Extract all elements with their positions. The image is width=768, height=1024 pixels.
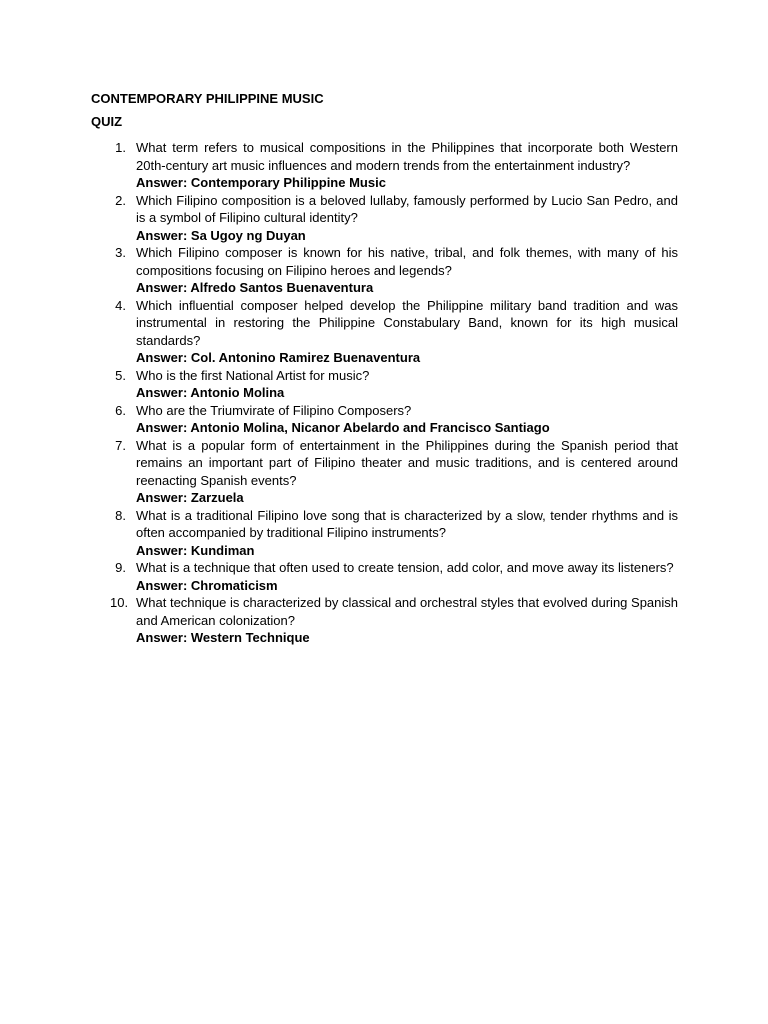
answer-text: Answer: Chromaticism [136,577,278,593]
question-number: 4. [115,297,126,313]
quiz-item-5 [0,367,768,402]
question-text: What term refers to musical compositions in the Philippines that incorporate both Western 20th-century art music influences and modern trends from the entertainment industry? [136,140,678,173]
question-number: 6. [115,402,126,418]
quiz-item-10 [0,594,768,647]
quiz-item-8 [0,507,768,560]
question-number: 7. [115,437,126,453]
question-number: 1. [115,140,126,155]
question-text: What is a technique that often used to create tension, add color, and move away its listeners? [136,560,674,575]
question-text: Who are the Triumvirate of Filipino Composers? [136,402,412,418]
quiz-item-2 [0,192,768,245]
question-number: 8. [115,507,126,523]
answer-text: Answer: Kundiman [136,542,255,558]
answer-text: Answer: Alfredo Santos Buenaventura [136,280,374,295]
quiz-item-9 [0,559,768,594]
question-text: What is a popular form of entertainment in the Philippines during the Spanish period that remains an important part of Filipino theater and music traditions, and is centered around reenacting Spanish events? [136,437,678,488]
answer-text: Answer: Antonio Molina [136,385,285,400]
document-title: CONTEMPORARY PHILIPPINE MUSIC [91,91,324,106]
question-number: 9. [115,560,126,575]
question-text: Which influential composer helped develop the Philippine military band tradition and was instrumental in restoring the Philippine Constabulary Band, known for its high musical standards? [136,297,678,348]
question-text: What is a traditional Filipino love song that is characterized by a slow, tender rhythms and is often accompanied by traditional Filipino instruments? [136,507,678,540]
quiz-list [0,139,768,647]
quiz-item-1 [0,139,768,192]
quiz-item-6 [0,402,768,437]
answer-text: Answer: Contemporary Philippine Music [136,175,386,190]
question-text: Who is the first National Artist for music? [136,367,370,383]
answer-text: Answer: Col. Antonino Ramirez Buenaventura [136,350,421,365]
question-text: Which Filipino composer is known for his native, tribal, and folk themes, with many of his compositions focusing on Filipino heroes and legends? [136,245,678,278]
answer-text: Answer: Sa Ugoy ng Duyan [136,227,306,243]
answer-text: Answer: Zarzuela [136,490,244,505]
question-number: 3. [115,245,126,260]
quiz-item-7 [0,437,768,507]
answer-text: Answer: Western Technique [136,630,310,645]
question-number: 5. [115,367,126,383]
document-subtitle: QUIZ [91,114,123,129]
quiz-item-3 [0,244,768,297]
question-number: 2. [115,192,126,208]
question-text: What technique is characterized by classical and orchestral styles that evolved during Spanish and American colonization? [136,595,678,628]
question-number: 10. [110,595,129,610]
question-text: Which Filipino composition is a beloved lullaby, famously performed by Lucio San Pedro, and is a symbol of Filipino cultural identity? [136,192,678,225]
answer-text: Answer: Antonio Molina, Nicanor Abelardo and Francisco Santiago [136,420,550,435]
quiz-item-4 [0,297,768,367]
